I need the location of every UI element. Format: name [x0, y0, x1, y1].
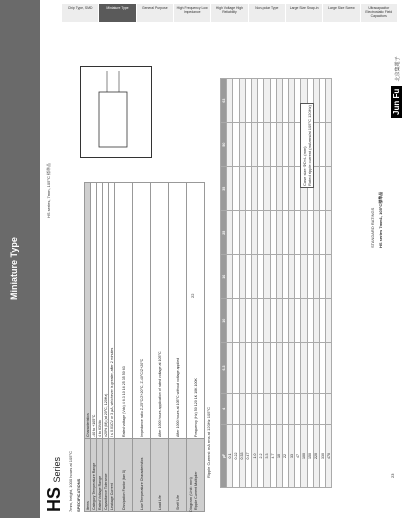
brand-cn: 北京集電子 — [395, 56, 401, 82]
capacitance-cell: 47 — [295, 425, 301, 488]
capacitance-cell: 0.1 — [227, 425, 233, 488]
spec-header-items: Items — [85, 439, 91, 512]
spec-row: Rated Voltage Range 4 to 63Vdc — [97, 183, 103, 512]
spec-table — [84, 182, 205, 512]
right-page — [200, 38, 400, 518]
capacitance-cell: 220 — [313, 425, 319, 488]
capacitance-cell: 22 — [282, 425, 288, 488]
rating-cell — [326, 299, 332, 343]
left-page — [40, 38, 200, 518]
spec-row: Low Temperature Characteristics Impedance ratio Z-25°C/Z+20°C, Z-40°C/Z+20°C — [133, 183, 151, 512]
side-band — [0, 0, 40, 518]
spec-label: SPECIFICATIONS — [76, 478, 81, 512]
spec-row: Ripple Current Multiplier Frequency (Hz) 50 120 1K 10K 100K — [187, 183, 205, 512]
tab-5[interactable]: Non-polar Type — [249, 4, 286, 22]
capacitor-diagram — [80, 66, 152, 158]
ratings-corner: µF — [221, 425, 227, 488]
brand-box: Jun Fu — [391, 86, 402, 118]
rating-cell — [326, 343, 332, 393]
tab-6[interactable]: Large Size Snap-in — [286, 4, 323, 22]
ratings-row — [326, 79, 332, 488]
tab-3[interactable]: High Frequency Low Impedance — [174, 4, 211, 22]
right-title: HS series 7mm1, 105°C標準品 — [378, 191, 383, 248]
rating-cell — [326, 393, 332, 424]
tab-2[interactable]: General Purpose — [137, 4, 174, 22]
tab-8[interactable]: Ultracapacitor Electrostatic Field Capacitors — [361, 4, 398, 22]
capacitor-outline-icon — [81, 67, 151, 157]
voltage-header: 50 — [221, 123, 227, 167]
legend-ripple: Rated ripple current (mArms/at 105°C 120Hz) — [307, 105, 312, 186]
tab-0[interactable]: Chip Type, SMD — [62, 4, 99, 22]
capacitance-cell: 330 — [320, 425, 326, 488]
page-number-left: 22 — [190, 293, 195, 298]
voltage-header: 25 — [221, 211, 227, 255]
capacitance-cell: 1.0 — [251, 425, 257, 488]
spec-row: Capacitance Tolerance ±20% (M) (at 20°C, 120Hz) — [103, 183, 109, 512]
rating-cell — [326, 79, 332, 123]
std-label: STANDARD RATINGS — [370, 207, 375, 248]
capacitance-cell: 0.47 — [245, 425, 251, 488]
tab-1[interactable]: Miniature Type — [99, 4, 136, 22]
rating-cell — [326, 255, 332, 299]
category-tab-bar — [62, 4, 398, 22]
voltage-header: 10 — [221, 299, 227, 343]
rating-cell — [326, 167, 332, 211]
capacitance-cell: 2.2 — [258, 425, 264, 488]
voltage-header: 63 — [221, 79, 227, 123]
spec-row: Leakage Current I ≤ 0.01CV or 3 µA, whichever is greater, after 2 minutes — [109, 183, 115, 512]
legend-case: Case size ΦD×L (mm) — [302, 146, 307, 186]
spec-row: Shelf Life After 1000 hours at 105°C without voltage applied — [169, 183, 187, 512]
series-name: HS — [44, 486, 64, 512]
ripple-note: Ripple Current: mA rms at 120Hz 105°C — [206, 407, 211, 478]
tab-4[interactable]: High Voltage High Reliability — [211, 4, 248, 22]
rating-cell — [326, 211, 332, 255]
voltage-header: 16 — [221, 255, 227, 299]
side-title: Miniature Type — [9, 237, 19, 300]
capacitance-cell: 10 — [276, 425, 282, 488]
capacitance-cell: 470 — [326, 425, 332, 488]
capacitance-cell: 33 — [289, 425, 295, 488]
spec-row: Load Life After 1000 hours application of rated voltage at 105°C — [151, 183, 169, 512]
page-number-right: 23 — [390, 473, 395, 478]
ratings-table — [220, 78, 332, 488]
heading-right: HS series, 7mm, 105°C 標準品 — [46, 163, 51, 218]
diagram-label: Diagram (Unit: mm) — [188, 477, 193, 512]
voltage-header: 35 — [221, 167, 227, 211]
capacitance-cell: 150 — [307, 425, 313, 488]
rating-cell — [326, 123, 332, 167]
capacitance-cell: 4.7 — [270, 425, 276, 488]
capacitance-cell: 0.33 — [239, 425, 245, 488]
capacitance-cell: 0.22 — [233, 425, 239, 488]
spec-row: Dissipation Factor (tan δ) Rated voltage (Vdc) 4 6.3 10 16 25 35 50 63 — [115, 183, 133, 512]
capacitance-cell: 100 — [301, 425, 307, 488]
voltage-header: 4 — [221, 393, 227, 424]
brand-logo — [386, 56, 404, 118]
series-subtitle: 7mm, height, 1000 hours at 105°C — [68, 451, 73, 512]
voltage-header: 6.3 — [221, 343, 227, 393]
series-word: Series — [52, 457, 62, 483]
legend-box — [300, 103, 314, 188]
spec-row: Category Temperature Range -40 to +105°C — [91, 183, 97, 512]
spec-header-chars: Characteristics — [85, 183, 91, 439]
tab-7[interactable]: Large Size Screw — [323, 4, 360, 22]
capacitance-cell: 3.3 — [264, 425, 270, 488]
